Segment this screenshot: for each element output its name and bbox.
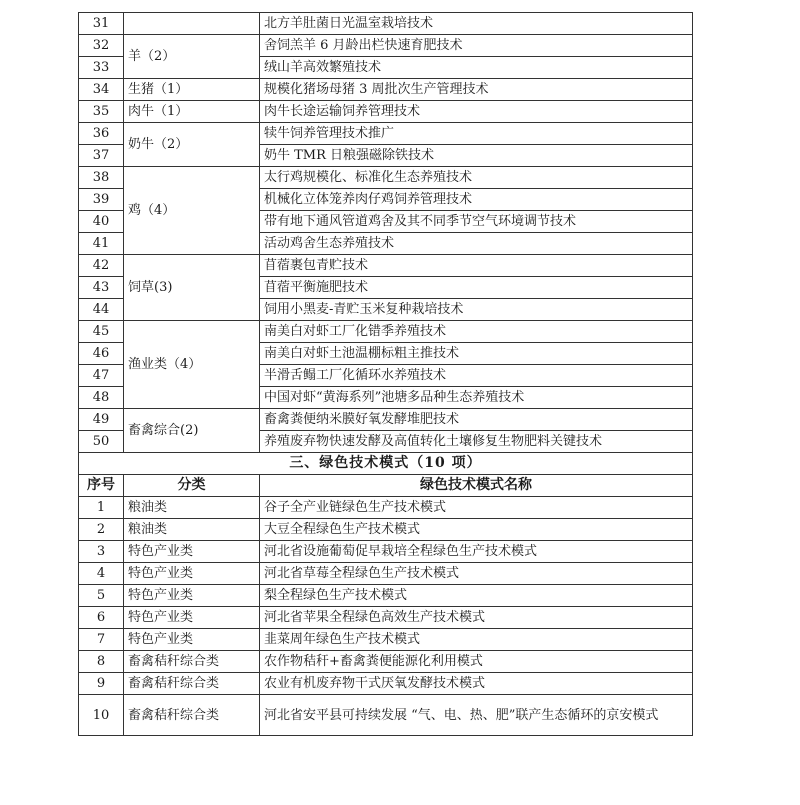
- table-row: [79, 167, 693, 189]
- category-cell: 生猪（1）: [124, 79, 260, 101]
- mode-name: 谷子全产业链绿色生产技术模式: [260, 497, 693, 519]
- tech-name: 舍饲羔羊 6 月龄出栏快速育肥技术: [260, 35, 693, 57]
- tech-name: 饲用小黑麦-青贮玉米复种栽培技术: [260, 299, 693, 321]
- table-row: [79, 79, 693, 101]
- row-number: 6: [79, 607, 124, 629]
- row-number: 8: [79, 651, 124, 673]
- header-category: 分类: [124, 475, 260, 497]
- tech-name: 苜蓿平衡施肥技术: [260, 277, 693, 299]
- row-number: 48: [79, 387, 124, 409]
- header-name: 绿色技术模式名称: [260, 475, 693, 497]
- tech-name: 半滑舌鳎工厂化循环水养殖技术: [260, 365, 693, 387]
- table-row: [79, 497, 693, 519]
- category-cell: 粮油类: [124, 519, 260, 541]
- mode-name: 农业有机废弃物干式厌氧发酵技术模式: [260, 673, 693, 695]
- table-row: [79, 585, 693, 607]
- row-number: 33: [79, 57, 124, 79]
- category-cell: 鸡（4）: [124, 167, 260, 255]
- row-number: 7: [79, 629, 124, 651]
- row-number: 35: [79, 101, 124, 123]
- table-row: [79, 673, 693, 695]
- tech-name: 太行鸡规模化、标准化生态养殖技术: [260, 167, 693, 189]
- row-number: 40: [79, 211, 124, 233]
- mode-name: 梨全程绿色生产技术模式: [260, 585, 693, 607]
- row-number: 1: [79, 497, 124, 519]
- category-cell: 畜禽秸秆综合类: [124, 673, 260, 695]
- category-cell: 特色产业类: [124, 541, 260, 563]
- category-cell: 肉牛（1）: [124, 101, 260, 123]
- mode-name: 河北省安平县可持续发展 “气、电、热、肥”联产生态循环的京安模式: [260, 695, 693, 736]
- tech-name: 绒山羊高效繁殖技术: [260, 57, 693, 79]
- row-number: 44: [79, 299, 124, 321]
- mode-name: 河北省设施葡萄促早栽培全程绿色生产技术模式: [260, 541, 693, 563]
- row-number: 38: [79, 167, 124, 189]
- tech-name: 中国对虾“黄海系列”池塘多品种生态养殖技术: [260, 387, 693, 409]
- row-number: 41: [79, 233, 124, 255]
- tech-name: 养殖废弃物快速发酵及高值转化土壤修复生物肥料关键技术: [260, 431, 693, 453]
- table-row: [79, 13, 693, 35]
- tech-name: 畜禽粪便纳米膜好氧发酵堆肥技术: [260, 409, 693, 431]
- section-title-row: [79, 453, 693, 475]
- table-row: [79, 519, 693, 541]
- tech-name: 活动鸡舍生态养殖技术: [260, 233, 693, 255]
- tech-name: 机械化立体笼养肉仔鸡饲养管理技术: [260, 189, 693, 211]
- row-number: 49: [79, 409, 124, 431]
- row-number: 9: [79, 673, 124, 695]
- tech-name: 犊牛饲养管理技术推广: [260, 123, 693, 145]
- table-row: [79, 541, 693, 563]
- table-row: [79, 651, 693, 673]
- tech-name: 北方羊肚菌日光温室栽培技术: [260, 13, 693, 35]
- category-cell: 羊（2）: [124, 35, 260, 79]
- category-cell: 粮油类: [124, 497, 260, 519]
- category-cell: 特色产业类: [124, 585, 260, 607]
- category-cell: 渔业类（4）: [124, 321, 260, 409]
- tech-name: 肉牛长途运输饲养管理技术: [260, 101, 693, 123]
- table-row: [79, 321, 693, 343]
- row-number: 50: [79, 431, 124, 453]
- category-cell: 畜禽秸秆综合类: [124, 695, 260, 736]
- table-row: [79, 607, 693, 629]
- row-number: 39: [79, 189, 124, 211]
- mode-name: 河北省草莓全程绿色生产技术模式: [260, 563, 693, 585]
- category-cell: 奶牛（2）: [124, 123, 260, 167]
- technology-table: [78, 12, 693, 736]
- tech-name: 带有地下通风管道鸡舍及其不同季节空气环境调节技术: [260, 211, 693, 233]
- row-number: 2: [79, 519, 124, 541]
- category-cell: 特色产业类: [124, 563, 260, 585]
- tech-name: 规模化猪场母猪 3 周批次生产管理技术: [260, 79, 693, 101]
- table-row: [79, 695, 693, 736]
- mode-name: 农作物秸秆+畜禽粪便能源化利用模式: [260, 651, 693, 673]
- row-number: 34: [79, 79, 124, 101]
- table-row: [79, 629, 693, 651]
- table-row: [79, 409, 693, 431]
- category-cell: [124, 13, 260, 35]
- category-cell: 特色产业类: [124, 629, 260, 651]
- row-number: 10: [79, 695, 124, 736]
- mode-name: 大豆全程绿色生产技术模式: [260, 519, 693, 541]
- table-row: [79, 123, 693, 145]
- category-cell: 饲草(3): [124, 255, 260, 321]
- category-cell: 畜禽秸秆综合类: [124, 651, 260, 673]
- table-row: [79, 101, 693, 123]
- tech-name: 南美白对虾工厂化错季养殖技术: [260, 321, 693, 343]
- table-row: [79, 255, 693, 277]
- category-cell: 畜禽综合(2): [124, 409, 260, 453]
- mode-name: 河北省苹果全程绿色高效生产技术模式: [260, 607, 693, 629]
- tech-name: 奶牛 TMR 日粮强磁除铁技术: [260, 145, 693, 167]
- row-number: 31: [79, 13, 124, 35]
- table-row: [79, 35, 693, 57]
- row-number: 5: [79, 585, 124, 607]
- row-number: 36: [79, 123, 124, 145]
- table-row: [79, 563, 693, 585]
- row-number: 32: [79, 35, 124, 57]
- row-number: 42: [79, 255, 124, 277]
- mode-name: 韭菜周年绿色生产技术模式: [260, 629, 693, 651]
- category-cell: 特色产业类: [124, 607, 260, 629]
- header-number: 序号: [79, 475, 124, 497]
- row-number: 43: [79, 277, 124, 299]
- header-row: [79, 475, 693, 497]
- row-number: 3: [79, 541, 124, 563]
- row-number: 46: [79, 343, 124, 365]
- row-number: 45: [79, 321, 124, 343]
- row-number: 4: [79, 563, 124, 585]
- tech-name: 苜蓿裹包青贮技术: [260, 255, 693, 277]
- row-number: 47: [79, 365, 124, 387]
- row-number: 37: [79, 145, 124, 167]
- section-title: 三、绿色技术模式（10 项）: [79, 453, 693, 475]
- tech-name: 南美白对虾土池温棚标粗主推技术: [260, 343, 693, 365]
